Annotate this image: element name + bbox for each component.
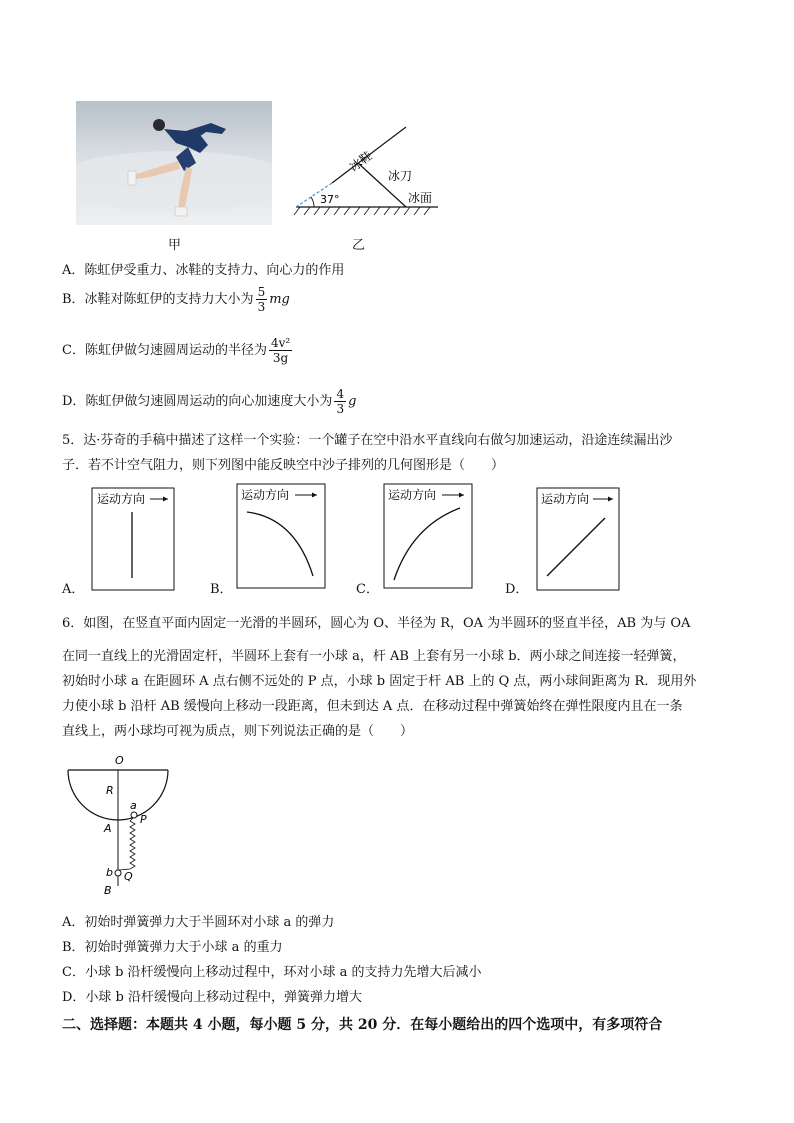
sand-curve-concave-up [394,508,460,580]
q6-stem-line4: 力使小球 b 沿杆 AB 缓慢向上移动一段距离，但未到达 A 点．在移动过程中弹簧始终在弹性限度内且在一条 [62,699,683,714]
direction-label: 运动方向 [388,488,437,502]
q6-option-a: A．初始时弹簧弹力大于半圆环对小球 a 的弹力 [62,915,335,930]
q5-label-a: A． [62,582,85,597]
sand-curve-concave-down [247,512,313,576]
blade-angle-diagram [288,125,448,220]
fraction-d: $\frac{4}{3}$ [336,387,345,416]
q4-option-a: A．陈虹伊受重力、冰鞋的支持力、向心力的作用 [62,263,345,278]
q6-stem-line5: 直线上，两小球均可视为质点，则下列说法正确的是（ ） [62,724,414,739]
svg-text:b: b [106,866,113,879]
ball-b [115,870,121,876]
svg-text:B: B [104,884,112,897]
diagram-caption: 乙 [352,238,366,253]
q5-label-b: B． [210,582,233,597]
shoe-label: 冰鞋 [347,148,375,175]
q5-figure-b [235,482,327,590]
q5-figure-c [382,482,474,590]
q4-option-d: D．陈虹伊做匀速圆周运动的向心加速度大小为 $\frac{4}{3}$ g [62,387,357,416]
blade-label: 冰刀 [388,169,413,183]
angle-label: 37° [320,193,340,206]
ice-label: 冰面 [408,191,433,205]
photo-caption: 甲 [168,238,182,253]
direction-label: 运动方向 [97,492,146,506]
ball-a [131,812,137,818]
svg-text:R: R [106,784,114,797]
q6-option-d: D．小球 b 沿杆缓慢向上移动过程中，弹簧弹力增大 [62,990,363,1005]
skater-photo [76,101,272,225]
q5-label-d: D． [505,582,529,597]
q5-figure-d [535,486,621,592]
svg-text:P: P [140,813,147,826]
q6-option-c: C．小球 b 沿杆缓慢向上移动过程中，环对小球 a 的支持力先增大后减小 [62,965,482,980]
q6-figure [62,752,174,898]
q6-stem-line1: 6．如图，在竖直平面内固定一光滑的半圆环，圆心为 O、半径为 R，OA 为半圆环的竖直半径，AB 为与 OA [62,616,691,631]
q6-stem-line3: 初始时小球 a 在距圆环 A 点右侧不远处的 P 点，小球 b 固定于杆 AB 上的 Q 点，两小球间距离为 R．现用外 [62,674,697,689]
fraction-b: $\frac{5}{3}$ [257,285,266,314]
q5-stem-line2: 子．若不计空气阻力，则下列图中能反映空中沙子排列的几何图形是（ ） [62,458,505,473]
svg-text:a: a [130,799,137,812]
q4-option-c: C．陈虹伊做匀速圆周运动的半径为 $\frac{\text{4v²}}{3g}$ [62,336,291,365]
fraction-c: $\frac{\text{4v²}}{3g}$ [270,336,291,365]
direction-label: 运动方向 [241,488,290,502]
q5-label-c: C． [356,582,379,597]
q5-figure-a [90,486,176,592]
spring [119,818,135,870]
q6-option-b: B．初始时弹簧弹力大于小球 a 的重力 [62,940,283,955]
sand-straight-line [547,518,605,576]
q4-option-b: B．冰鞋对陈虹伊的支持力大小为 $\frac{5}{3}$ mg [62,285,290,314]
direction-label: 运动方向 [541,492,590,506]
section-2-heading: 二、选择题：本题共 4 小题，每小题 5 分，共 20 分．在每小题给出的四个选项中，有多项符合 [62,1017,663,1033]
q6-stem-line2: 在同一直线上的光滑固定杆，半圆环上套有一小球 a，杆 AB 上套有另一小球 b．两小球之间连接一轻弹簧， [62,649,686,664]
svg-text:O: O [115,754,124,767]
q5-stem-line1: 5．达·芬奇的手稿中描述了这样一个实验：一个罐子在空中沿水平直线向右做匀加速运动，沿途连续漏出沙 [62,433,673,448]
svg-text:A: A [104,822,112,835]
svg-text:Q: Q [124,870,133,883]
